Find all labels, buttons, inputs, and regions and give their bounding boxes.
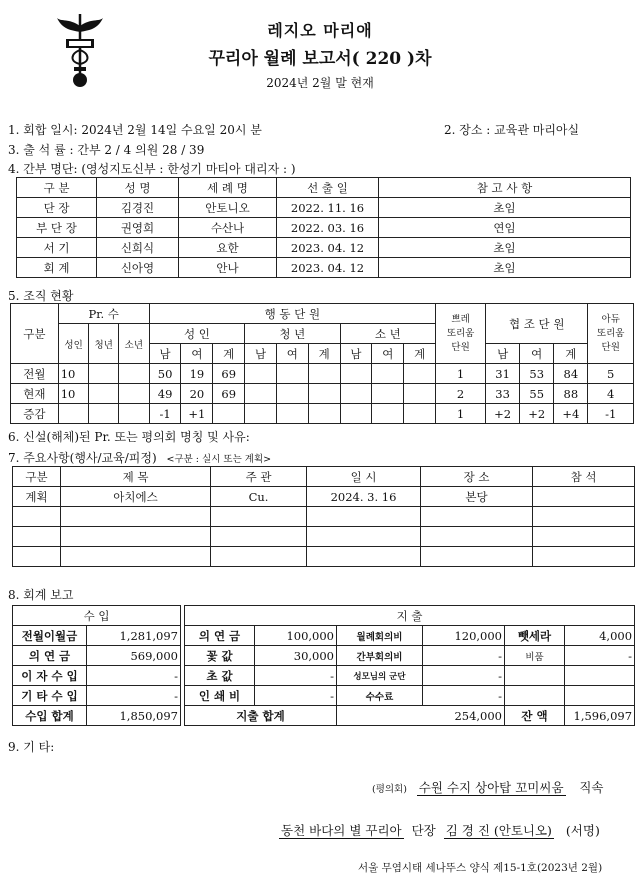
org-row-label: 현재 [11, 384, 59, 404]
total-expense-label: 지출 합계 [185, 706, 337, 726]
org-cell: +1 [181, 404, 213, 424]
officer-note: 초임 [379, 258, 631, 278]
event-cell [421, 507, 533, 527]
events-table [12, 466, 635, 567]
org-row-label: 전월 [11, 364, 59, 384]
events-header-cell: 일 시 [307, 467, 421, 487]
org-cell: -1 [588, 404, 634, 424]
org-cell [89, 404, 119, 424]
expense-label: 뺏세라 [505, 626, 565, 646]
officer-name: 신희식 [97, 238, 179, 258]
event-cell [61, 507, 211, 527]
org-header-female: 여 [181, 344, 213, 364]
event-cell [533, 507, 635, 527]
org-cell: 53 [520, 364, 554, 384]
income-value: - [87, 666, 181, 686]
org-header-action: 행 동 단 원 [149, 304, 435, 324]
table-row [13, 547, 635, 567]
table-row [13, 487, 635, 507]
expense-label [505, 666, 565, 686]
org-cell [372, 404, 404, 424]
org-cell [308, 384, 340, 404]
org-header-female: 여 [372, 344, 404, 364]
org-cell [245, 364, 277, 384]
table-row [11, 364, 634, 384]
org-header-action-adult: 성 인 [149, 324, 244, 344]
event-cell [307, 507, 421, 527]
event-cell [307, 527, 421, 547]
event-cell [61, 547, 211, 567]
org-cell: 10 [58, 384, 89, 404]
table-row [11, 404, 634, 424]
table-row [13, 626, 635, 646]
event-cell [421, 527, 533, 547]
org-header-action-junior: 소 년 [340, 324, 436, 344]
events-header-row [13, 467, 635, 487]
org-header-total: 계 [554, 344, 588, 364]
table-row [13, 686, 635, 706]
org-cell [404, 384, 436, 404]
header-title: 꾸리아 월례 보고서( 220 )차 [208, 49, 432, 69]
officer-note: 초임 [379, 198, 631, 218]
officers-header-cell: 참 고 사 항 [379, 178, 631, 198]
org-cell [118, 384, 149, 404]
balance-value: 1,596,097 [565, 706, 635, 726]
org-cell [404, 364, 436, 384]
header-organization: 레지오 마리애 [267, 21, 373, 40]
total-expense-value: 254,000 [337, 706, 505, 726]
org-cell: 84 [554, 364, 588, 384]
officers-header-row [17, 178, 631, 198]
org-cell [340, 384, 372, 404]
officer-name: 김경진 [97, 198, 179, 218]
new-pr-label: 6. 신설(해체)된 Pr. 또는 평의회 명칭 및 사유: [8, 430, 250, 444]
expense-label: 월례회의비 [337, 626, 423, 646]
org-header-male: 남 [486, 344, 520, 364]
event-cell [13, 507, 61, 527]
org-cell: -1 [149, 404, 181, 424]
officer-note: 초임 [379, 238, 631, 258]
expense-label: 초 값 [185, 666, 255, 686]
org-header-total: 계 [404, 344, 436, 364]
org-cell [89, 364, 119, 384]
income-label: 전월이월금 [13, 626, 87, 646]
balance-label: 잔 액 [505, 706, 565, 726]
org-header-male: 남 [340, 344, 372, 364]
org-row-label: 증감 [11, 404, 59, 424]
income-label: 이 자 수 입 [13, 666, 87, 686]
org-header-female: 여 [276, 344, 308, 364]
expense-label: 간부회의비 [337, 646, 423, 666]
meeting-place: 2. 장소 : 교육관 마리아실 [444, 123, 580, 137]
officers-header-cell: 선 출 일 [277, 178, 379, 198]
expense-value: - [423, 686, 505, 706]
expense-label: 인 쇄 비 [185, 686, 255, 706]
table-row [13, 507, 635, 527]
expense-value: 120,000 [423, 626, 505, 646]
signer-line: 동천 바다의 별 꾸리아 단장 김 경 진 (안토니오) (서명) [281, 823, 600, 838]
org-cell: 4 [588, 384, 634, 404]
table-row [17, 258, 631, 278]
org-cell [276, 404, 308, 424]
org-cell: 69 [213, 364, 245, 384]
expense-label: 수수료 [337, 686, 423, 706]
table-row [17, 198, 631, 218]
officers-header-cell: 구 분 [17, 178, 97, 198]
org-header-pr: Pr. 수 [58, 304, 149, 324]
org-cell [118, 364, 149, 384]
org-cell [404, 404, 436, 424]
officer-baptismal-name: 안토니오 [179, 198, 277, 218]
org-header-pr-junior: 소년 [118, 324, 149, 364]
officer-elected-date: 2023. 04. 12 [277, 238, 379, 258]
officers-header-cell: 성 명 [97, 178, 179, 198]
accounts-header-expense: 지 출 [185, 606, 635, 626]
expense-value: - [423, 666, 505, 686]
expense-value: - [255, 666, 337, 686]
form-id: 서울 무염시태 세나뚜스 양식 제15-1호(2023년 2월) [358, 862, 603, 874]
org-cell [308, 404, 340, 424]
org-cell: 88 [554, 384, 588, 404]
officer-name: 권영희 [97, 218, 179, 238]
org-cell [58, 404, 89, 424]
officer-role: 부 단 장 [17, 218, 97, 238]
org-header-total: 계 [308, 344, 340, 364]
officer-role: 서 기 [17, 238, 97, 258]
org-cell [372, 364, 404, 384]
table-row [17, 238, 631, 258]
org-cell: 1 [436, 404, 486, 424]
meeting-datetime: 1. 회합 일시: 2024년 2월 14일 수요일 20시 분 [8, 123, 262, 137]
accounts-table [12, 605, 635, 726]
org-cell: 55 [520, 384, 554, 404]
officer-baptismal-name: 안나 [179, 258, 277, 278]
org-cell [340, 364, 372, 384]
org-cell: 50 [149, 364, 181, 384]
org-cell: 1 [436, 364, 486, 384]
org-cell [340, 404, 372, 424]
officer-baptismal-name: 수산나 [179, 218, 277, 238]
org-cell [308, 364, 340, 384]
event-cell [307, 547, 421, 567]
event-cell [13, 527, 61, 547]
org-cell: 31 [486, 364, 520, 384]
org-header-gubun: 구분 [11, 304, 59, 364]
table-row [11, 384, 634, 404]
events-header-cell: 장 소 [421, 467, 533, 487]
other-label: 9. 기 타: [8, 740, 55, 754]
event-cell [211, 547, 307, 567]
attendance-rate: 3. 출 석 률 : 간부 2 / 4 의원 28 / 39 [8, 143, 205, 157]
officer-list-label: 4. 간부 명단: (영성지도신부 : 한성기 마티아 대리자 : ) [8, 162, 296, 176]
org-cell: 33 [486, 384, 520, 404]
expense-value: 4,000 [565, 626, 635, 646]
expense-value: 100,000 [255, 626, 337, 646]
expense-value: - [565, 646, 635, 666]
org-header-row-1 [11, 304, 634, 324]
expense-value: - [423, 646, 505, 666]
officer-role: 단 장 [17, 198, 97, 218]
accounts-header-income: 수 입 [13, 606, 181, 626]
expense-label: 의 연 금 [185, 626, 255, 646]
event-cell: 계획 [13, 487, 61, 507]
officers-table [16, 177, 631, 278]
org-header-female: 여 [520, 344, 554, 364]
expense-value [565, 686, 635, 706]
table-row [17, 218, 631, 238]
events-header-cell: 구분 [13, 467, 61, 487]
council-line: (평의회) 수원 수지 상아탑 꼬미씨움 직속 [372, 780, 604, 795]
event-cell: 아치에스 [61, 487, 211, 507]
org-cell [245, 384, 277, 404]
org-cell: 49 [149, 384, 181, 404]
events-label: 7. 주요사항(행사/교육/피정) <구분 : 실시 또는 계획> [8, 451, 272, 465]
org-header-male: 남 [245, 344, 277, 364]
event-cell [533, 547, 635, 567]
expense-label [505, 686, 565, 706]
org-cell: 10 [58, 364, 89, 384]
org-header-helper: 협 조 단 원 [486, 304, 588, 344]
events-header-cell: 주 관 [211, 467, 307, 487]
officer-name: 신아영 [97, 258, 179, 278]
officer-elected-date: 2022. 03. 16 [277, 218, 379, 238]
total-income-value: 1,850,097 [87, 706, 181, 726]
accounts-label: 8. 회계 보고 [8, 588, 74, 602]
expense-label: 성모님의 군단 [337, 666, 423, 686]
org-cell: 2 [436, 384, 486, 404]
events-header-cell: 제 목 [61, 467, 211, 487]
org-header-action-youth: 청 년 [245, 324, 340, 344]
table-row [13, 646, 635, 666]
event-cell [211, 527, 307, 547]
org-cell [118, 404, 149, 424]
expense-value: - [255, 686, 337, 706]
org-cell [276, 384, 308, 404]
officer-baptismal-name: 요한 [179, 238, 277, 258]
income-value: - [87, 686, 181, 706]
org-header-adu: 아듀 또리움 단원 [588, 304, 634, 364]
expense-value: 30,000 [255, 646, 337, 666]
org-header-male: 남 [149, 344, 181, 364]
org-cell: +2 [520, 404, 554, 424]
accounts-totals-row [13, 706, 635, 726]
org-cell [372, 384, 404, 404]
officer-role: 회 계 [17, 258, 97, 278]
table-row [13, 527, 635, 547]
expense-label: 꽃 값 [185, 646, 255, 666]
event-cell [13, 547, 61, 567]
org-cell: 20 [181, 384, 213, 404]
expense-value [565, 666, 635, 686]
org-cell [245, 404, 277, 424]
table-row [13, 666, 635, 686]
income-value: 1,281,097 [87, 626, 181, 646]
event-cell [61, 527, 211, 547]
org-cell [89, 384, 119, 404]
total-income-label: 수입 합계 [13, 706, 87, 726]
expense-label: 비품 [505, 646, 565, 666]
income-value: 569,000 [87, 646, 181, 666]
org-cell: +4 [554, 404, 588, 424]
org-cell: 69 [213, 384, 245, 404]
org-cell: 19 [181, 364, 213, 384]
org-cell: +2 [486, 404, 520, 424]
org-status-label: 5. 조직 현황 [8, 289, 74, 303]
events-header-cell: 참 석 [533, 467, 635, 487]
event-cell: Cu. [211, 487, 307, 507]
event-cell [211, 507, 307, 527]
officer-elected-date: 2023. 04. 12 [277, 258, 379, 278]
event-cell [533, 527, 635, 547]
officers-header-cell: 세 례 명 [179, 178, 277, 198]
event-cell: 2024. 3. 16 [307, 487, 421, 507]
org-cell [276, 364, 308, 384]
accounts-header-row [13, 606, 635, 626]
income-label: 의 연 금 [13, 646, 87, 666]
org-status-table [10, 303, 634, 424]
org-header-pr-adult: 성인 [58, 324, 89, 364]
officer-elected-date: 2022. 11. 16 [277, 198, 379, 218]
event-cell [421, 547, 533, 567]
event-cell: 본당 [421, 487, 533, 507]
income-label: 기 타 수 입 [13, 686, 87, 706]
org-cell [213, 404, 245, 424]
event-cell [533, 487, 635, 507]
officer-note: 연임 [379, 218, 631, 238]
org-header-pr-youth: 청년 [89, 324, 119, 364]
org-header-ppeure: 쁘레 또리움 단원 [436, 304, 486, 364]
header-date: 2024년 2월 말 현재 [266, 76, 374, 90]
org-cell: 5 [588, 364, 634, 384]
org-header-total: 계 [213, 344, 245, 364]
